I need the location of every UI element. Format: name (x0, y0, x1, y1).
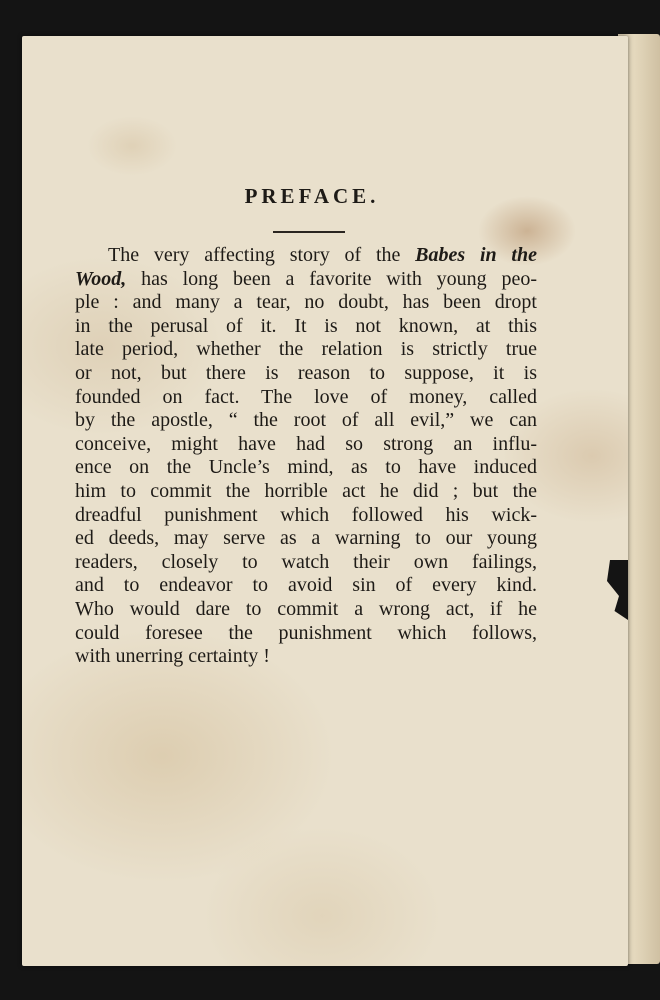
text-line: ple : and many a tear, no doubt, has been dropt (75, 291, 537, 314)
text-line: late period, whether the relation is strictly true (75, 338, 537, 361)
text-line: founded on fact. The love of money, called (75, 385, 537, 408)
text-line: could foresee the punishment which follows, (75, 621, 537, 644)
page-title: PREFACE. (244, 184, 380, 208)
text-line: The very affecting story of the Babes in the (108, 244, 537, 266)
text-line: and to endeavor to avoid sin of every kind. (75, 574, 537, 597)
text-line: or not, but there is reason to suppose, it is (75, 361, 537, 384)
text-line: with unerring certainty ! (75, 645, 270, 668)
text-line: by the apostle, “ the root of all evil,” we can (75, 409, 537, 432)
title-divider (273, 231, 345, 233)
text-line: him to commit the horrible act he did ; but the (75, 479, 537, 502)
text-line: ed deeds, may serve as a warning to our young (75, 527, 537, 550)
text-line: Who would dare to commit a wrong act, if he (75, 597, 537, 620)
text-line: in the perusal of it. It is not known, at this (75, 314, 537, 337)
text-line: ence on the Uncle’s mind, as to have induced (75, 456, 537, 479)
text-line: Wood, has long been a favorite with young peo- (75, 267, 537, 290)
text-line: dreadful punishment which followed his wick- (75, 503, 537, 526)
text-line: readers, closely to watch their own failings, (75, 550, 537, 573)
preface-paragraph (75, 244, 537, 669)
text-line: conceive, might have had so strong an influ- (75, 432, 537, 455)
